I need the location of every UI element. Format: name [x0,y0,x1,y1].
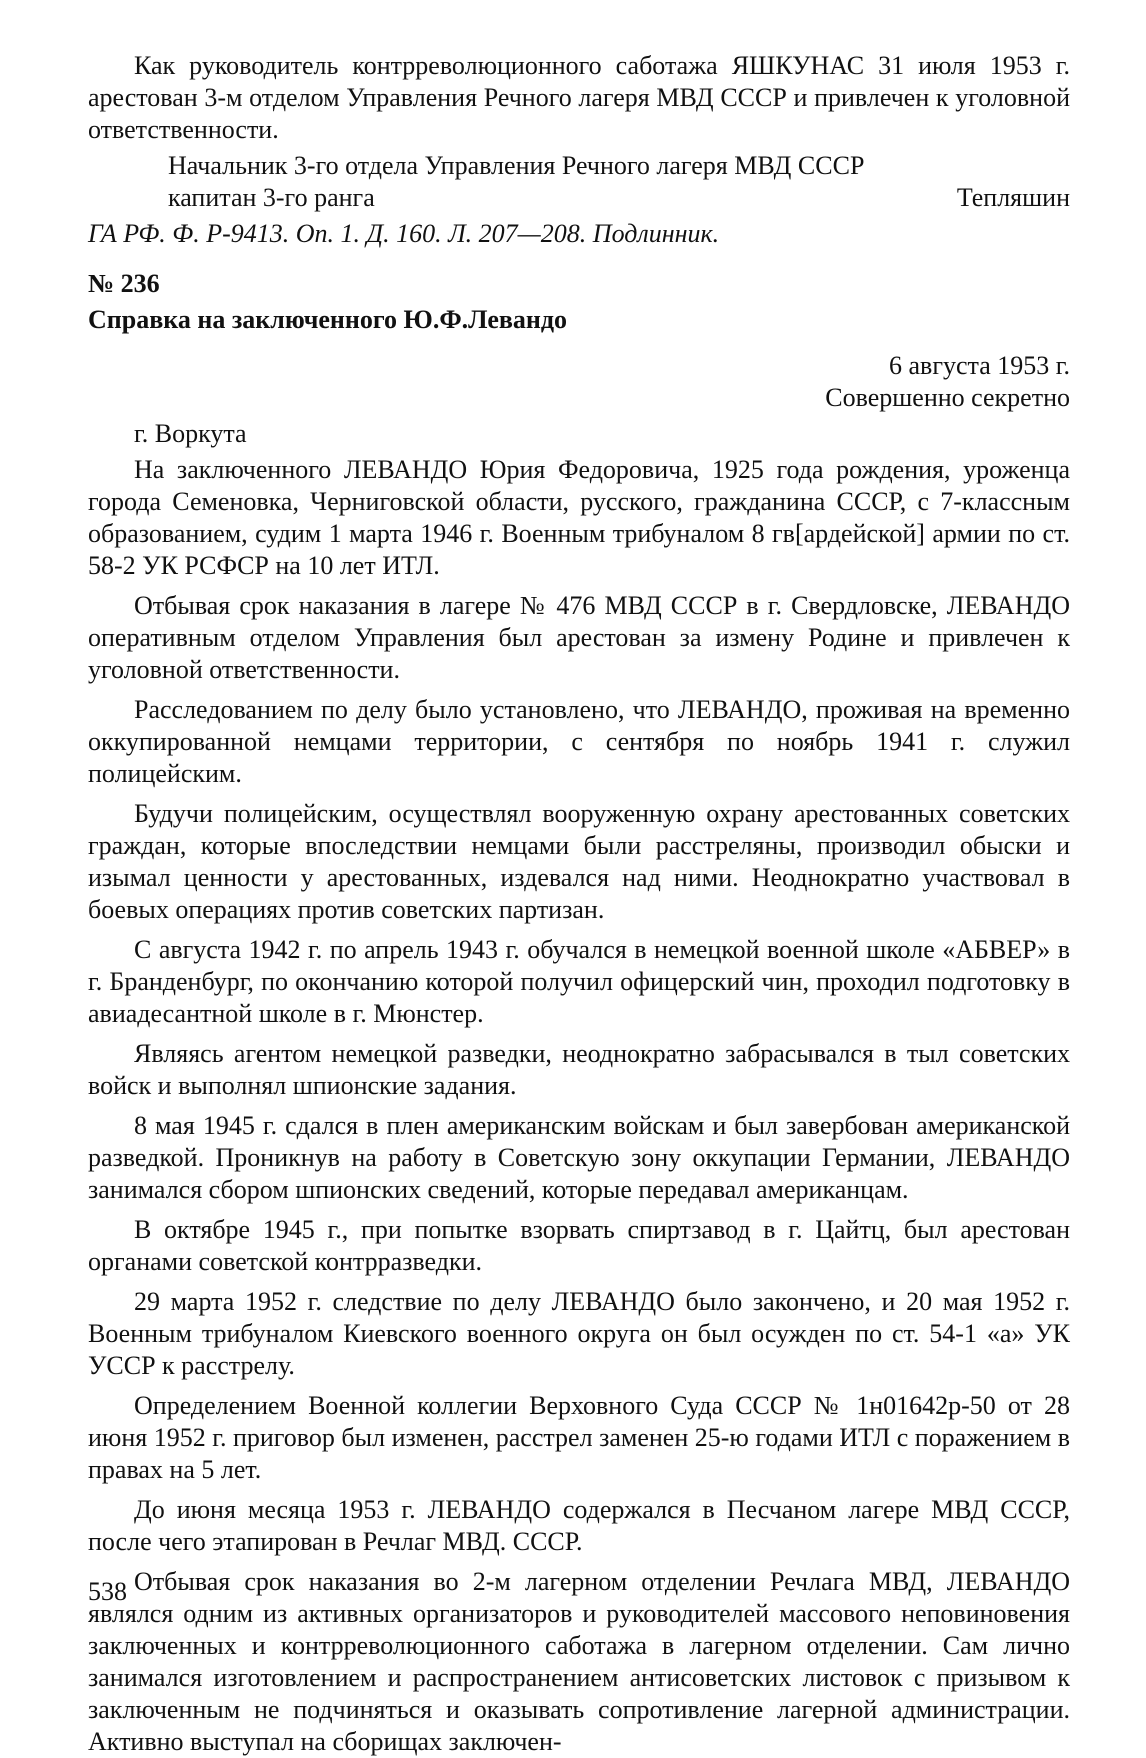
top-paragraph: Как руководитель контрреволюционного саботажа ЯШКУНАС 31 июля 1953 г. арестован 3-м отделом Управления Речного лагеря МВД СССР и привлечен к уголовной ответственности. [88,51,1070,144]
body-paragraph: Расследованием по делу было установлено, что ЛЕВАНДО, проживая на временно оккупированной немцами территории, с сентября по ноябрь 1941 г. служил полицейским. [88,695,1070,788]
classification-stamp: Совершенно секретно [825,383,1070,412]
document-number: № 236 [88,269,160,298]
body-paragraph: Являясь агентом немецкой разведки, неоднократно забрасывался в тыл советских войск и выполнял шпионские задания. [88,1039,1070,1100]
top-paragraph-block [88,50,1070,146]
document-place: г. Воркута [134,419,247,448]
body-paragraph: Отбывая срок наказания во 2-м лагерном отделении Речлага МВД, ЛЕВАНДО являлся одним из активных организаторов и руководителей массового неповиновения заключенных и контрреволюционного саботажа в лагерном отделении. Сам лично занимался изготовлением и распространением антисоветских листовок с призывом к заключенным не подчиняться и оказывать сопротивление лагерной администрации. Активно выступал на сборищах заключен- [88,1567,1070,1756]
signature-block [168,150,1070,214]
body-paragraph: 29 марта 1952 г. следствие по делу ЛЕВАНДО было закончено, и 20 мая 1952 г. Военным трибуналом Киевского военного округа он был осужден по ст. 54-1 «а» УК УССР к расстрелу. [88,1287,1070,1380]
signature-line-1: Начальник 3-го отдела Управления Речного лагеря МВД СССР [168,151,865,180]
body-paragraph: Отбывая срок наказания в лагере № 476 МВД СССР в г. Свердловске, ЛЕВАНДО оперативным отделом Управления был арестован за измену Родине и привлечен к уголовной ответственности. [88,591,1070,684]
body-paragraph: На заключенного ЛЕВАНДО Юрия Федоровича, 1925 года рождения, уроженца города Семеновка, Черниговской области, русского, гражданина СССР, с 7-классным образованием, судим 1 марта 1946 г. Военным трибуналом 8 гв[ардейской] армии по ст. 58-2 УК РСФСР на 10 лет ИТЛ. [88,455,1070,580]
document-title: Справка на заключенного Ю.Ф.Левандо [88,305,568,334]
page-number: 538 [88,1577,127,1606]
body-paragraph: Будучи полицейским, осуществлял вооруженную охрану арестованных советских граждан, которые впоследствии немцами были расстреляны, производил обыски и изымал ценности у арестованных, издевался над ними. Неоднократно участвовал в боевых операциях против советских партизан. [88,799,1070,924]
body-paragraph: До июня месяца 1953 г. ЛЕВАНДО содержался в Песчаном лагере МВД СССР, после чего этапирован в Речлаг МВД. СССР. [88,1495,1070,1556]
body-paragraph: Определением Военной коллегии Верховного Суда СССР № 1н01642р-50 от 28 июня 1952 г. приговор был изменен, расстрел заменен 25-ю годами ИТЛ с поражением в правах на 5 лет. [88,1391,1070,1484]
signature-row [168,182,1070,214]
document-date: 6 августа 1953 г. [889,351,1070,380]
body-paragraph: С августа 1942 г. по апрель 1943 г. обучался в немецкой военной школе «АБВЕР» в г. Бранденбург, по окончанию которой получил офицерский чин, проходил подготовку в авиадесантной школе в г. Мюнстер. [88,935,1070,1028]
document-body [88,454,1070,1758]
source-reference: ГА РФ. Ф. Р-9413. Оп. 1. Д. 160. Л. 207—208. Подлинник. [88,219,720,248]
signature-name: Тепляшин [956,183,1070,212]
body-paragraph: 8 мая 1945 г. сдался в плен американским войскам и был завербован американской разведкой. Проникнув на работу в Советскую зону оккупации Германии, ЛЕВАНДО занимался сбором шпионских сведений, которые передавал американцам. [88,1111,1070,1204]
signature-rank: капитан 3-го ранга [168,183,375,212]
body-paragraph: В октябре 1945 г., при попытке взорвать спиртзавод в г. Цайтц, был арестован органами советской контрразведки. [88,1215,1070,1276]
